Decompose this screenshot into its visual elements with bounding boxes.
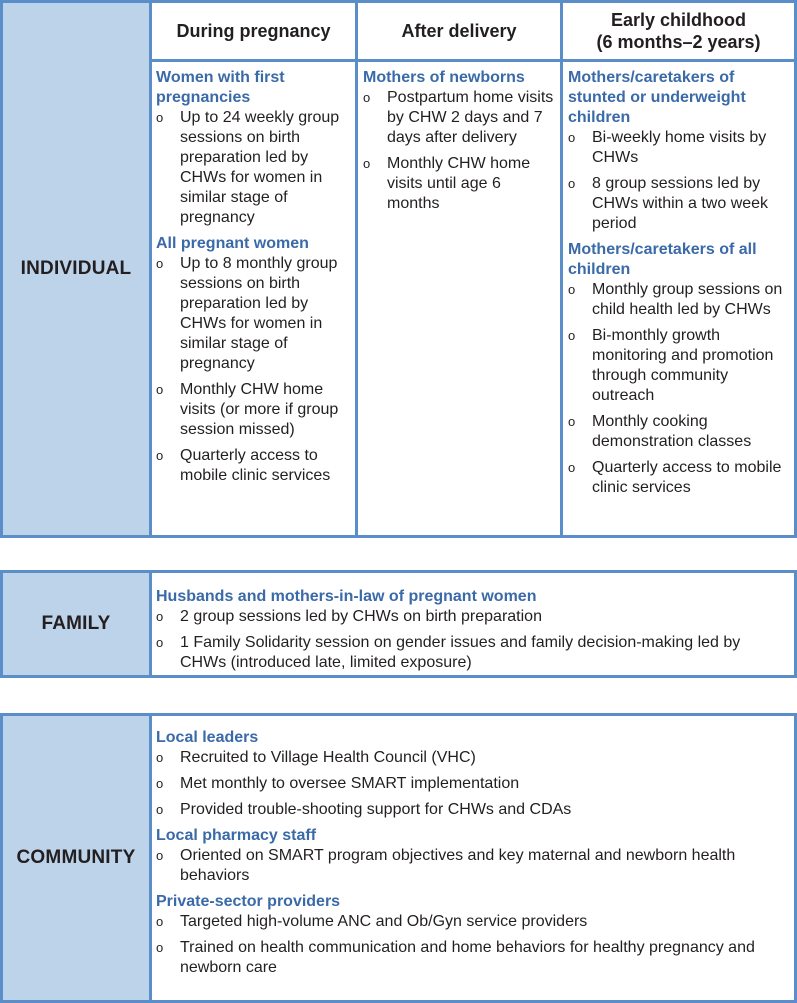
list-item bbox=[156, 633, 788, 673]
item-list bbox=[568, 128, 788, 234]
group bbox=[363, 68, 554, 214]
group bbox=[156, 892, 788, 978]
bullet-icon: o bbox=[363, 156, 371, 171]
bullet-icon: o bbox=[568, 460, 576, 475]
bullet-icon: o bbox=[156, 448, 164, 463]
bullet-icon: o bbox=[156, 750, 164, 765]
bullet-icon: o bbox=[568, 130, 576, 145]
list-item-text: 8 group sessions led by CHWs within a two week period bbox=[592, 175, 769, 232]
group bbox=[156, 234, 349, 486]
individual-label bbox=[3, 3, 149, 535]
list-item-text: Monthly CHW home visits (or more if group session missed) bbox=[180, 381, 339, 438]
bullet-icon: o bbox=[568, 328, 576, 343]
list-item bbox=[363, 88, 554, 148]
group-heading: Husbands and mothers-in-law of pregnant women bbox=[156, 588, 537, 605]
group bbox=[156, 68, 349, 228]
item-list bbox=[156, 607, 788, 673]
header-after-delivery bbox=[358, 3, 560, 59]
item-list bbox=[156, 108, 349, 228]
list-item-text: Monthly cooking demonstration classes bbox=[592, 413, 752, 450]
list-item bbox=[568, 326, 788, 406]
item-list bbox=[156, 748, 788, 820]
bullet-icon: o bbox=[156, 110, 164, 125]
list-item-text: Up to 8 monthly group sessions on birth preparation led by CHWs for women in similar stage of pregnancy bbox=[180, 255, 338, 372]
list-item bbox=[156, 774, 788, 794]
list-item-text: Met monthly to oversee SMART implementation bbox=[180, 775, 520, 792]
individual-delivery-cell bbox=[358, 62, 560, 535]
header-early-childhood bbox=[563, 3, 794, 59]
list-item-text: Up to 24 weekly group sessions on birth preparation led by CHWs for women in similar stage of pregnancy bbox=[180, 109, 340, 226]
bullet-icon: o bbox=[156, 848, 164, 863]
list-item-text: Postpartum home visits by CHW 2 days and 7 days after delivery bbox=[387, 89, 554, 146]
bullet-icon: o bbox=[156, 635, 164, 650]
group bbox=[568, 240, 788, 498]
family-label-text: FAMILY bbox=[41, 613, 111, 634]
list-item-text: Recruited to Village Health Council (VHC) bbox=[180, 749, 476, 766]
list-item-text: Bi-monthly growth monitoring and promotion through community outreach bbox=[592, 327, 774, 404]
list-item-text: Bi-weekly home visits by CHWs bbox=[592, 129, 767, 166]
header-during-pregnancy bbox=[152, 3, 355, 59]
header-early-childhood-line1: Early childhood bbox=[610, 10, 747, 30]
group bbox=[156, 826, 788, 886]
bullet-icon: o bbox=[156, 382, 164, 397]
bullet-icon: o bbox=[156, 914, 164, 929]
group-heading: Local pharmacy staff bbox=[156, 827, 317, 844]
item-list bbox=[156, 912, 788, 978]
bullet-icon: o bbox=[568, 176, 576, 191]
item-list bbox=[156, 846, 788, 886]
item-list bbox=[568, 280, 788, 498]
list-item-text: Oriented on SMART program objectives and key maternal and newborn health behaviors bbox=[180, 847, 736, 884]
group bbox=[156, 728, 788, 820]
bullet-icon: o bbox=[156, 940, 164, 955]
group-heading: Mothers/caretakers of stunted or underweight children bbox=[568, 69, 746, 126]
header-early-childhood-line2: (6 months–2 years) bbox=[596, 32, 761, 52]
group bbox=[156, 587, 788, 673]
family-label bbox=[3, 573, 149, 675]
family-section bbox=[0, 570, 797, 678]
list-item bbox=[156, 846, 788, 886]
bullet-icon: o bbox=[156, 776, 164, 791]
header-after-delivery-text: After delivery bbox=[401, 21, 517, 41]
list-item bbox=[156, 748, 788, 768]
community-label-text: COMMUNITY bbox=[16, 847, 136, 868]
bullet-icon: o bbox=[363, 90, 371, 105]
list-item-text: 2 group sessions led by CHWs on birth preparation bbox=[180, 608, 542, 625]
list-item bbox=[568, 174, 788, 234]
list-item bbox=[156, 938, 788, 978]
community-cell bbox=[152, 716, 794, 1000]
group-heading: Local leaders bbox=[156, 729, 259, 746]
header-during-pregnancy-text: During pregnancy bbox=[176, 21, 331, 41]
group-heading: All pregnant women bbox=[156, 235, 309, 252]
list-item-text: Provided trouble-shooting support for CHWs and CDAs bbox=[180, 801, 572, 818]
community-section bbox=[0, 713, 797, 1003]
group-heading: Mothers/caretakers of all children bbox=[568, 241, 757, 278]
group-heading: Mothers of newborns bbox=[363, 69, 525, 86]
bullet-icon: o bbox=[568, 414, 576, 429]
list-item bbox=[568, 458, 788, 498]
bullet-icon: o bbox=[156, 802, 164, 817]
list-item bbox=[568, 128, 788, 168]
list-item-text: Monthly group sessions on child health led by CHWs bbox=[592, 281, 783, 318]
bullet-icon: o bbox=[568, 282, 576, 297]
group bbox=[568, 68, 788, 234]
list-item bbox=[363, 154, 554, 214]
individual-label-text: INDIVIDUAL bbox=[20, 258, 132, 279]
list-item-text: Targeted high-volume ANC and Ob/Gyn service providers bbox=[180, 913, 588, 930]
item-list bbox=[156, 254, 349, 486]
group-heading: Private-sector providers bbox=[156, 893, 341, 910]
list-item-text: Monthly CHW home visits until age 6 months bbox=[387, 155, 531, 212]
bullet-icon: o bbox=[156, 609, 164, 624]
individual-childhood-cell bbox=[563, 62, 794, 535]
community-label bbox=[3, 716, 149, 1000]
family-cell bbox=[152, 573, 794, 675]
list-item bbox=[156, 800, 788, 820]
list-item bbox=[568, 280, 788, 320]
item-list bbox=[363, 88, 554, 214]
list-item bbox=[156, 446, 349, 486]
list-item-text: Quarterly access to mobile clinic services bbox=[180, 447, 331, 484]
list-item-text: Quarterly access to mobile clinic services bbox=[592, 459, 782, 496]
list-item bbox=[156, 380, 349, 440]
list-item bbox=[156, 108, 349, 228]
list-item-text: 1 Family Solidarity session on gender issues and family decision-making led by CHWs (introduced late, limited exposure) bbox=[180, 634, 741, 671]
group-heading: Women with first pregnancies bbox=[156, 69, 285, 106]
list-item bbox=[156, 912, 788, 932]
list-item-text: Trained on health communication and home behaviors for healthy pregnancy and newborn care bbox=[180, 939, 755, 976]
list-item bbox=[156, 254, 349, 374]
list-item bbox=[156, 607, 788, 627]
bullet-icon: o bbox=[156, 256, 164, 271]
individual-pregnancy-cell bbox=[152, 62, 355, 535]
list-item bbox=[568, 412, 788, 452]
